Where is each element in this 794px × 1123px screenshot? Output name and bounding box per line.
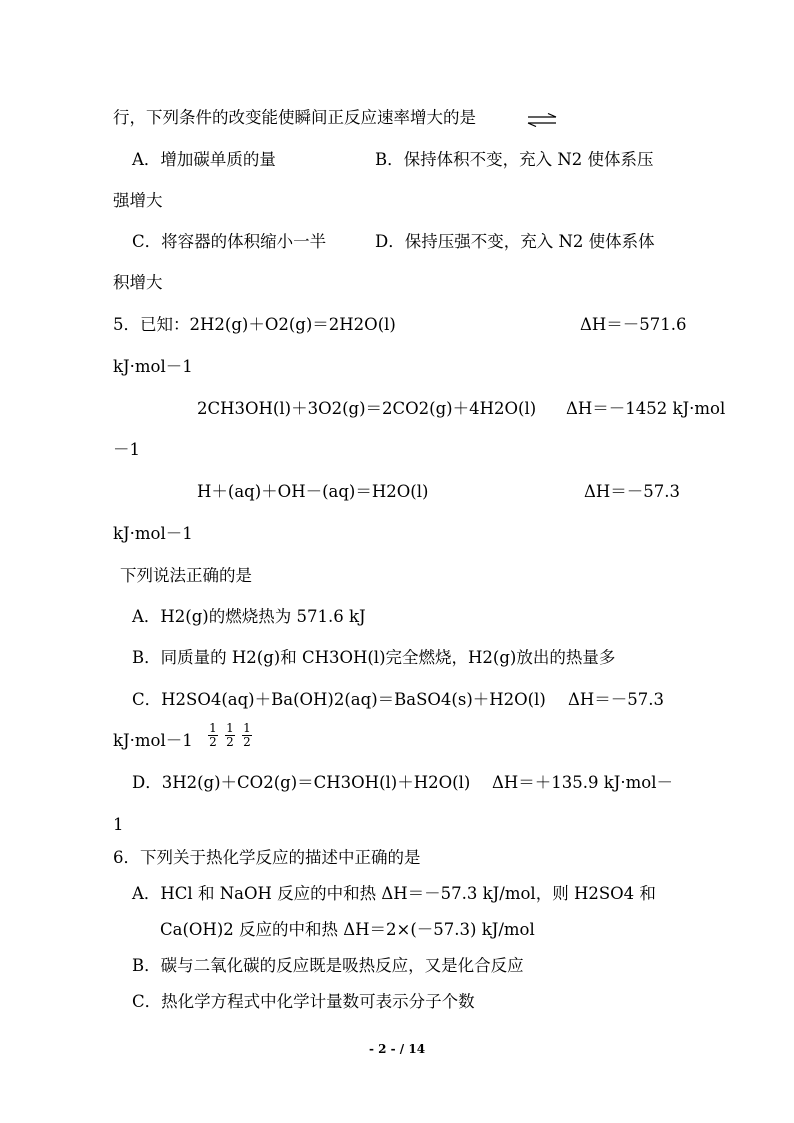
option-a: A．HCl 和 NaOH 反应的中和热 ΔH＝－57.3 kJ/mol，则 H2SO4 和: [132, 884, 656, 903]
delta-h-value: ΔH＝－1452 kJ·mol: [566, 399, 726, 418]
delta-h-value: ΔH＝－571.6: [580, 315, 687, 334]
question-prompt: 下列说法正确的是: [120, 566, 252, 585]
option-a: A．增加碳单质的量: [132, 150, 276, 169]
unit-text: kJ·mol－1: [113, 731, 193, 750]
page-number: - 2 - / 14: [368, 1042, 426, 1056]
delta-h-value: ΔH＝＋135.9 kJ·mol－: [492, 773, 674, 792]
delta-h-value: ΔH＝－57.3: [568, 690, 665, 709]
option-d: D．保持压强不变，充入 N2 使体系体: [375, 232, 655, 251]
text-line: 强增大: [113, 191, 163, 210]
option-d: D．3H2(g)＋CO2(g)＝CH3OH(l)＋H2O(l): [132, 773, 471, 792]
option-b: B．碳与二氧化碳的反应既是吸热反应，又是化合反应: [132, 956, 524, 975]
text-line: Ca(OH)2 反应的中和热 ΔH＝2×(－57.3) kJ/mol: [160, 920, 535, 939]
text-line: 积增大: [113, 273, 163, 292]
option-b: B．同质量的 H2(g)和 CH3OH(l)完全燃烧，H2(g)放出的热量多: [132, 648, 616, 667]
option-c: C．将容器的体积缩小一半: [132, 232, 327, 251]
equation-2: 2CH3OH(l)＋3O2(g)＝2CO2(g)＋4H2O(l): [197, 399, 537, 418]
question-6-stem: 6．下列关于热化学反应的描述中正确的是: [113, 848, 421, 867]
question-5-equation-1: 5．已知：2H2(g)＋O2(g)＝2H2O(l): [113, 315, 396, 334]
unit-text: －1: [113, 440, 140, 459]
unit-text: kJ·mol－1: [113, 524, 193, 543]
option-b: B．保持体积不变，充入 N2 使体系压: [375, 150, 654, 169]
fraction-half: $\frac{1}{2}$: [226, 721, 234, 749]
delta-h-value: ΔH＝－57.3: [584, 482, 681, 501]
text-line: 行，下列条件的改变能使瞬间正反应速率增大的是: [113, 108, 476, 127]
equilibrium-arrows-icon: [527, 113, 557, 127]
option-c: C．热化学方程式中化学计量数可表示分子个数: [132, 992, 475, 1011]
unit-text: 1: [113, 815, 124, 834]
option-c: C．H2SO4(aq)＋Ba(OH)2(aq)＝BaSO4(s)＋H2O(l): [132, 690, 546, 709]
unit-text: kJ·mol－1: [113, 357, 193, 376]
fraction-half: $\frac{1}{2}$: [209, 721, 217, 749]
equation-3: H＋(aq)＋OH－(aq)＝H2O(l): [197, 482, 429, 501]
option-a: A．H2(g)的燃烧热为 571.6 kJ: [132, 607, 366, 626]
fraction-half: $\frac{1}{2}$: [243, 721, 251, 749]
